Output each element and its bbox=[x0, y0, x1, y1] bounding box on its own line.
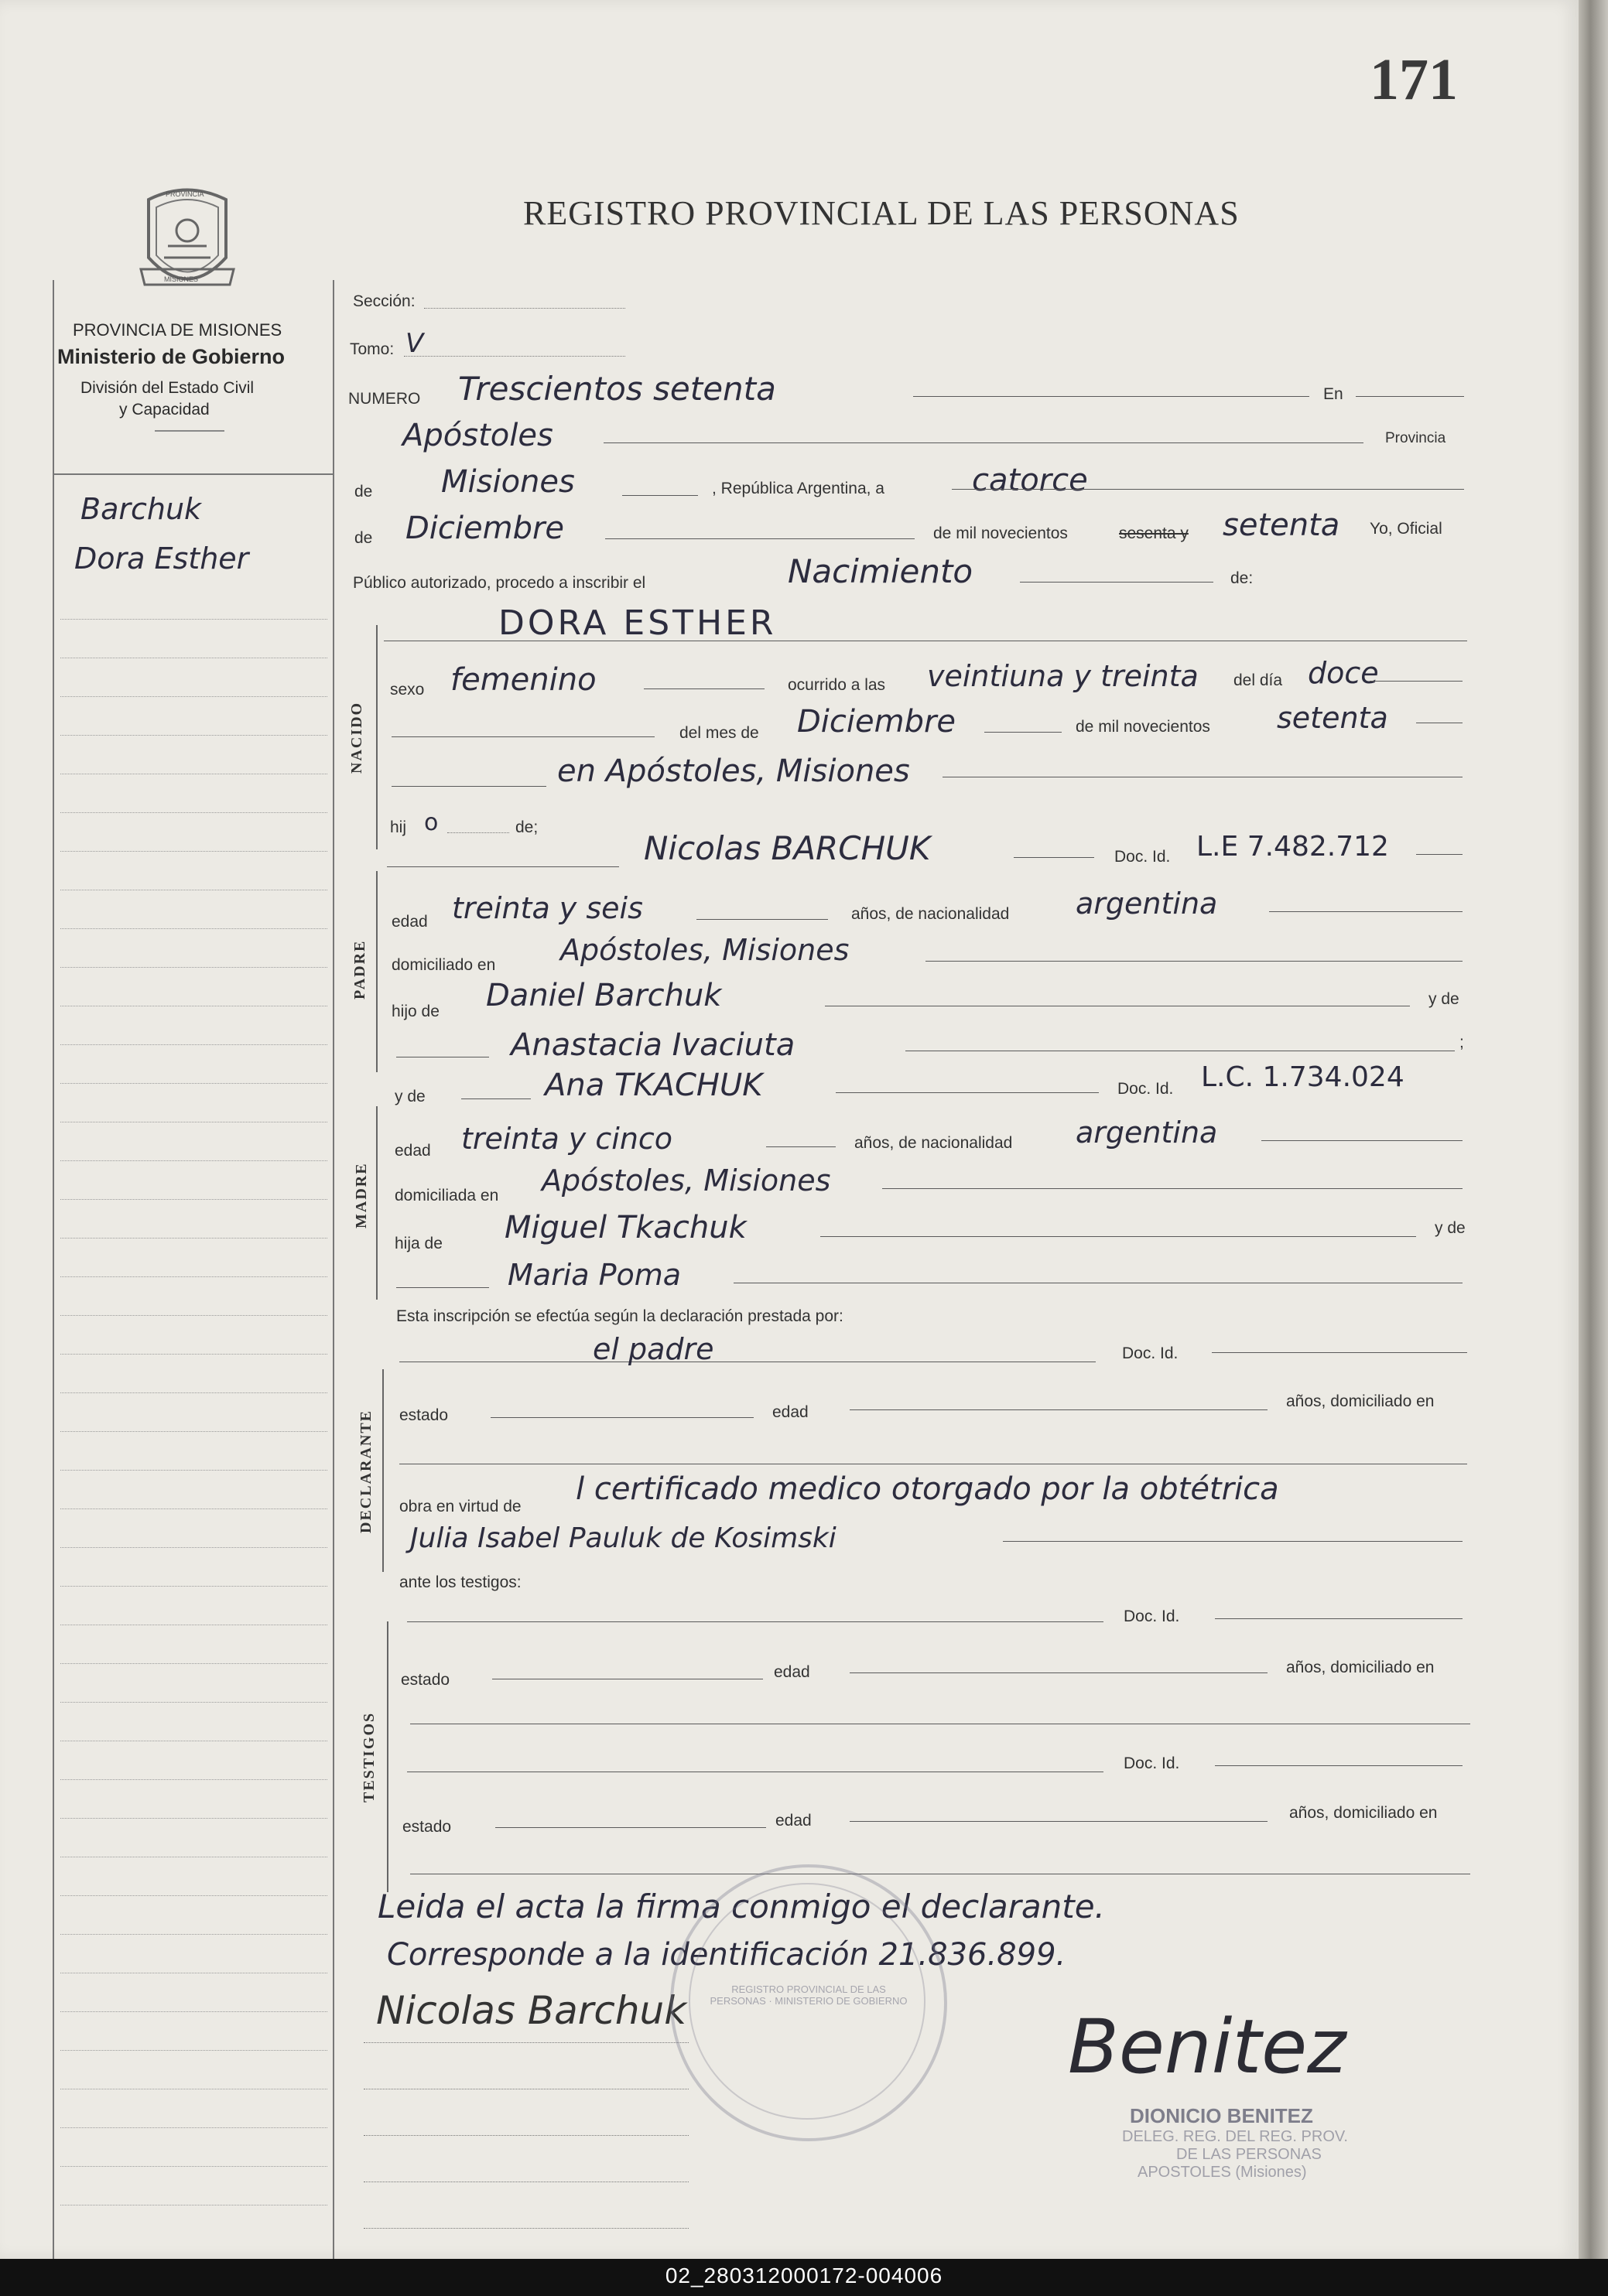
madre-edad-label: edad bbox=[395, 1142, 431, 1160]
padre-dom-value: Apóstoles, Misiones bbox=[560, 933, 850, 967]
madre-edad-line bbox=[766, 1146, 836, 1147]
padre-semicolon: ; bbox=[1459, 1034, 1464, 1051]
numero-label: NUMERO bbox=[348, 390, 421, 408]
mes-line bbox=[605, 538, 915, 539]
tomo-line bbox=[404, 356, 625, 357]
republica-label: , República Argentina, a bbox=[712, 480, 884, 497]
acto-line bbox=[1020, 582, 1213, 583]
nota-2: Corresponde a la identificación 21.836.899. bbox=[387, 1937, 1066, 1973]
de-mil-nov-label: de mil novecientos bbox=[1076, 718, 1210, 736]
declarante-signature: Nicolas Barchuk bbox=[376, 1988, 687, 2033]
page-number: 171 bbox=[1370, 47, 1458, 112]
declarante-value: el padre bbox=[593, 1332, 714, 1366]
madre-label: MADRE bbox=[353, 1162, 370, 1228]
testigo1-doc-label: Doc. Id. bbox=[1124, 1608, 1180, 1625]
padre-dom-line bbox=[925, 961, 1463, 962]
official-signature: Benitez bbox=[1068, 2004, 1346, 2090]
numero-value: Trescientos setenta bbox=[458, 370, 776, 408]
capacity-label: y Capacidad bbox=[119, 401, 210, 419]
dia-nac-line bbox=[1370, 681, 1463, 682]
madre-nac-value: argentina bbox=[1076, 1116, 1218, 1150]
padre-doc-label: Doc. Id. bbox=[1114, 848, 1171, 866]
province-label: PROVINCIA DE MISIONES bbox=[73, 320, 282, 340]
del-mes-label: del mes de bbox=[679, 724, 759, 742]
madre-madre-value: Maria Poma bbox=[508, 1258, 682, 1292]
sexo-line bbox=[644, 688, 765, 689]
madre-edad-value: treinta y cinco bbox=[461, 1122, 673, 1156]
padre-hijo-label: hijo de bbox=[392, 1003, 440, 1020]
padre-nac-line bbox=[1269, 911, 1463, 912]
madre-lead-line bbox=[461, 1098, 531, 1099]
testigo1-edad-label: edad bbox=[774, 1663, 810, 1681]
padre-edad-line bbox=[696, 919, 828, 920]
padre-padre-value: Daniel Barchuk bbox=[486, 978, 722, 1013]
padre-label: PADRE bbox=[351, 939, 368, 999]
obra-value-2: Julia Isabel Pauluk de Kosimski bbox=[410, 1522, 837, 1554]
official-stamp bbox=[1091, 2104, 1416, 2182]
hij-line bbox=[447, 832, 509, 833]
testigo2-doc-label: Doc. Id. bbox=[1124, 1754, 1180, 1772]
mes-nac-line bbox=[984, 732, 1062, 733]
testigo2-doc-line bbox=[1215, 1765, 1463, 1766]
padre-bracket bbox=[376, 871, 378, 1072]
padre-y-de-label: y de bbox=[1428, 990, 1459, 1008]
nacido-bracket bbox=[376, 625, 378, 849]
tomo-value: V bbox=[405, 328, 424, 359]
dia-line bbox=[952, 489, 1464, 490]
testigos-label: TESTIGOS bbox=[361, 1711, 378, 1802]
testigos-bracket bbox=[387, 1621, 388, 1892]
obra-value-1: l certificado medico otorgado por la obtétrica bbox=[576, 1471, 1279, 1507]
madre-nombre-line bbox=[836, 1092, 1099, 1093]
padre-doc-value: L.E 7.482.712 bbox=[1196, 831, 1389, 863]
testigo1-anios-label: años, domiciliado en bbox=[1286, 1659, 1435, 1676]
madre-dom-value: Apóstoles, Misiones bbox=[542, 1163, 831, 1198]
seccion-line bbox=[424, 308, 625, 309]
divider bbox=[155, 430, 224, 432]
declarante-label: DECLARANTE bbox=[358, 1409, 375, 1533]
testigo2-edad-label: edad bbox=[775, 1812, 812, 1830]
madre-y-de-2-label: y de bbox=[1435, 1219, 1466, 1237]
mes-nac-lead-line bbox=[392, 736, 655, 737]
madre-padre-value: Miguel Tkachuk bbox=[505, 1210, 747, 1245]
official-stamp-line4: APOSTOLES (Misiones) bbox=[1138, 2164, 1307, 2181]
obra-label: obra en virtud de bbox=[399, 1498, 522, 1515]
acto-value: Nacimiento bbox=[788, 552, 973, 590]
emblem-bottom-text: MISIONES bbox=[164, 275, 199, 283]
localidad-line bbox=[604, 442, 1363, 443]
madre-nombre-value: Ana TKACHUK bbox=[545, 1068, 763, 1103]
en-label: En bbox=[1323, 385, 1343, 403]
madre-madre-lead-line bbox=[396, 1287, 489, 1288]
seccion-label: Sección: bbox=[353, 292, 416, 310]
testigo1-doc-line bbox=[1215, 1618, 1463, 1619]
padre-doc-line bbox=[1416, 854, 1463, 855]
de-label-2: de bbox=[354, 529, 373, 547]
hora-value: veintiuna y treinta bbox=[927, 659, 1199, 693]
page-title: REGISTRO PROVINCIAL DE LAS PERSONAS bbox=[523, 194, 1240, 232]
padre-nac-value: argentina bbox=[1076, 887, 1218, 921]
ante-label: ante los testigos: bbox=[399, 1573, 522, 1591]
sexo-value: femenino bbox=[450, 662, 597, 698]
mes-value: Diciembre bbox=[405, 511, 565, 546]
official-stamp-name: DIONICIO BENITEZ bbox=[1130, 2104, 1313, 2127]
madre-dom-line bbox=[882, 1188, 1463, 1189]
page-edge bbox=[1579, 0, 1608, 2259]
hij-label: hij bbox=[390, 818, 407, 836]
lugar-lead-line bbox=[392, 786, 546, 787]
madre-nac-line bbox=[1261, 1140, 1463, 1141]
madre-hija-label: hija de bbox=[395, 1235, 443, 1252]
margin-names: Dora Esther bbox=[74, 542, 249, 576]
hij-suffix: o bbox=[424, 809, 439, 836]
testigo1-edad-line bbox=[850, 1672, 1268, 1673]
madre-doc-label: Doc. Id. bbox=[1117, 1080, 1174, 1098]
localidad-value: Apóstoles bbox=[402, 418, 553, 453]
left-border bbox=[53, 280, 54, 2260]
lugar-nac-value: en Apóstoles, Misiones bbox=[557, 753, 910, 789]
sesenta-struck: sesenta y bbox=[1119, 524, 1189, 542]
publico-label: Público autorizado, procedo a inscribir el bbox=[353, 574, 646, 592]
image-id: 02_280312000172-004006 bbox=[665, 2264, 943, 2287]
testigo2-anios-label: años, domiciliado en bbox=[1289, 1804, 1438, 1822]
testigo2-estado-label: estado bbox=[402, 1818, 452, 1836]
yo-oficial-label: Yo, Oficial bbox=[1370, 520, 1442, 538]
de-colon-label: de: bbox=[1230, 569, 1254, 587]
official-stamp-line2: DELEG. REG. DEL REG. PROV. bbox=[1122, 2128, 1348, 2145]
anio-value: setenta bbox=[1223, 507, 1340, 543]
padre-nombre-value: Nicolas BARCHUK bbox=[644, 829, 931, 867]
declarante-estado-label: estado bbox=[399, 1406, 449, 1424]
en-line bbox=[1356, 396, 1464, 397]
padre-edad-value: treinta y seis bbox=[452, 891, 643, 925]
nota-1: Leida el acta la firma conmigo el declarante. bbox=[378, 1888, 1105, 1925]
testigo1-estado-label: estado bbox=[401, 1671, 450, 1689]
del-dia-label: del día bbox=[1233, 671, 1283, 689]
madre-dom-label: domiciliada en bbox=[395, 1187, 499, 1204]
de-mil-label: de mil novecientos bbox=[933, 524, 1068, 542]
dia-nac-value: doce bbox=[1308, 656, 1379, 690]
nombre-value: DORA ESTHER bbox=[498, 603, 777, 643]
declarante-doc-line bbox=[1212, 1352, 1467, 1353]
numero-line bbox=[913, 396, 1309, 397]
tomo-label: Tomo: bbox=[350, 340, 395, 358]
provincia-label: Provincia bbox=[1385, 430, 1446, 446]
margin-surname: Barchuk bbox=[80, 492, 202, 526]
dia-value: catorce bbox=[972, 463, 1088, 498]
de-label: de bbox=[354, 483, 373, 501]
madre-padre-line bbox=[820, 1236, 1416, 1237]
declarante-estado-line bbox=[491, 1417, 754, 1418]
de-semi-label: de; bbox=[515, 818, 539, 836]
division-label: División del Estado Civil bbox=[80, 379, 255, 397]
testigo2-edad-line bbox=[850, 1821, 1268, 1822]
provincia-line bbox=[622, 495, 698, 496]
declarante-edad-line bbox=[850, 1409, 1268, 1410]
madre-bracket bbox=[376, 1106, 378, 1300]
ministry-label: Ministerio de Gobierno bbox=[57, 345, 286, 368]
round-seal bbox=[670, 1864, 947, 2141]
obra-line bbox=[1003, 1541, 1463, 1542]
sexo-label: sexo bbox=[390, 681, 425, 699]
padre-edad-label: edad bbox=[392, 913, 428, 931]
padre-madre-value: Anastacia Ivaciuta bbox=[511, 1027, 795, 1063]
round-seal-text: REGISTRO PROVINCIAL DE LAS PERSONAS · MINISTERIO DE GOBIERNO bbox=[710, 1983, 908, 2007]
declarante-edad-label: edad bbox=[772, 1403, 809, 1421]
column-border bbox=[333, 280, 334, 2260]
testigo2-estado-line bbox=[495, 1827, 766, 1828]
padre-nombre-line bbox=[1014, 857, 1094, 858]
emblem-top-text: PROVINCIA bbox=[166, 190, 204, 198]
testigo1-line bbox=[407, 1621, 1103, 1622]
padre-dom-label: domiciliado en bbox=[392, 956, 496, 974]
declarante-doc-label: Doc. Id. bbox=[1122, 1344, 1179, 1362]
mes-nac-value: Diciembre bbox=[797, 704, 956, 740]
official-stamp-line3: DE LAS PERSONAS bbox=[1176, 2146, 1322, 2163]
ocurrido-label: ocurrido a las bbox=[788, 676, 886, 694]
declarante-anios-label: años, domiciliado en bbox=[1286, 1392, 1435, 1410]
inscripcion-label: Esta inscripción se efectúa según la declaración prestada por: bbox=[396, 1307, 843, 1325]
padre-lead-line bbox=[387, 866, 619, 867]
anio-nac-value: setenta bbox=[1277, 701, 1388, 735]
left-panel-rule bbox=[53, 473, 333, 475]
padre-nac-label: años, de nacionalidad bbox=[851, 905, 1010, 923]
nacido-label: NACIDO bbox=[348, 701, 365, 774]
declarante-bracket bbox=[382, 1369, 384, 1572]
madre-doc-value: L.C. 1.734.024 bbox=[1201, 1061, 1404, 1093]
provincia-value: Misiones bbox=[441, 464, 575, 500]
madre-nac-label: años, de nacionalidad bbox=[854, 1134, 1013, 1152]
madre-y-de-label: y de bbox=[395, 1088, 426, 1105]
